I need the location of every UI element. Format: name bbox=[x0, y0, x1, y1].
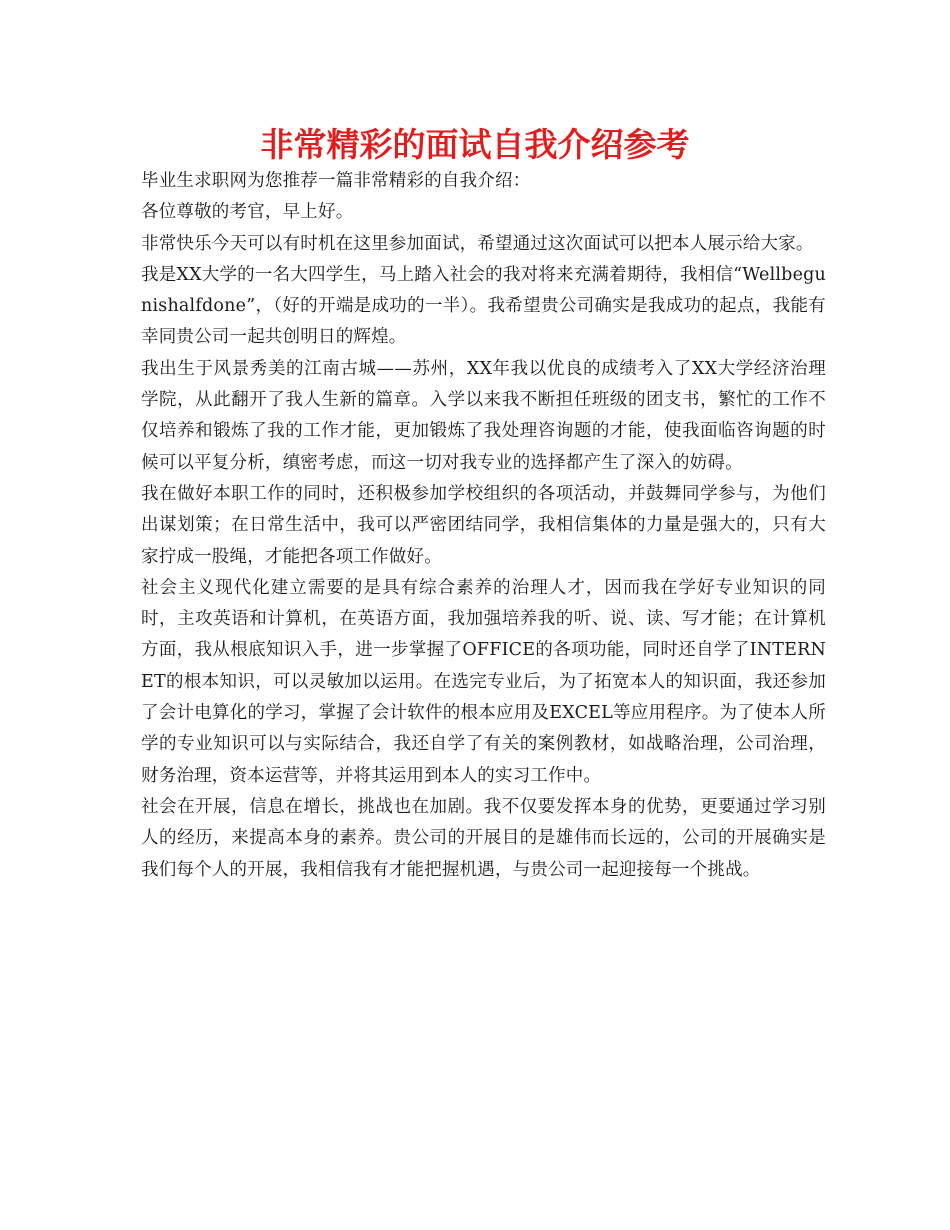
paragraph-background: 我出生于风景秀美的江南古城——苏州，XX年我以优良的成绩考入了XX大学经济治理学院，从此翻开了我人生新的篇章。入学以来我不断担任班级的团支书，繁忙的工作不仅培养和锻炼了我的工作才能，更加锻炼了我处理咨询题的才能，使我面临咨询题的时候可以平复分析，缜密考虑，而这一切对我专业的选择都产生了深入的妨碍。 bbox=[141, 358, 826, 473]
paragraph-activities: 我在做好本职工作的同时，还积极参加学校组织的各项活动，并鼓舞同学参与，为他们出谋划策；在日常生活中，我可以严密团结同学，我相信集体的力量是强大的，只有大家拧成一股绳，才能把各项工作做好。 bbox=[141, 483, 826, 567]
page-title: 非常精彩的面试自我介绍参考 bbox=[260, 125, 690, 164]
paragraph-skills: 社会主义现代化建立需要的是具有综合素养的治理人才，因而我在学好专业知识的同时，主攻英语和计算机，在英语方面，我加强培养我的听、说、读、写才能；在计算机方面，我从根底知识入手，进一步掌握了OFFICE的各项功能，同时还自学了INTERNET的根本知识，可以灵敏加以运用。在选完专业后，为了拓宽本人的知识面，我还参加了会计电算化的学习，掌握了会计软件的根本应用及EXCEL等应用程序。为了使本人所学的专业知识可以与实际结合，我还自学了有关的案例教材，如战略治理，公司治理，财务治理，资本运营等，并将其运用到本人的实习工作中。 bbox=[141, 577, 826, 786]
paragraph-greeting: 各位尊敬的考官，早上好。 bbox=[141, 202, 354, 223]
paragraph-self: 我是XX大学的一名大四学生，马上踏入社会的我对将来充满着期待，我相信“Wellbegunishalfdone”，（好的开端是成功的一半）。我希望贵公司确实是我成功的起点，我能有幸同贵公司一起共创明日的辉煌。 bbox=[141, 264, 826, 348]
document-body bbox=[141, 166, 826, 886]
paragraph-intro: 毕业生求职网为您推荐一篇非常精彩的自我介绍： bbox=[141, 171, 531, 191]
paragraph-opening: 非常快乐今天可以有时机在这里参加面试，希望通过这次面试可以把本人展示给大家。 bbox=[141, 233, 814, 254]
paragraph-closing: 社会在开展，信息在增长，挑战也在加剧。我不仅要发挥本身的优势，更要通过学习别人的经历，来提高本身的素养。贵公司的开展目的是雄伟而长远的，公司的开展确实是我们每个人的开展，我相信我有才能把握机遇，与贵公司一起迎接每一个挑战。 bbox=[141, 796, 826, 880]
